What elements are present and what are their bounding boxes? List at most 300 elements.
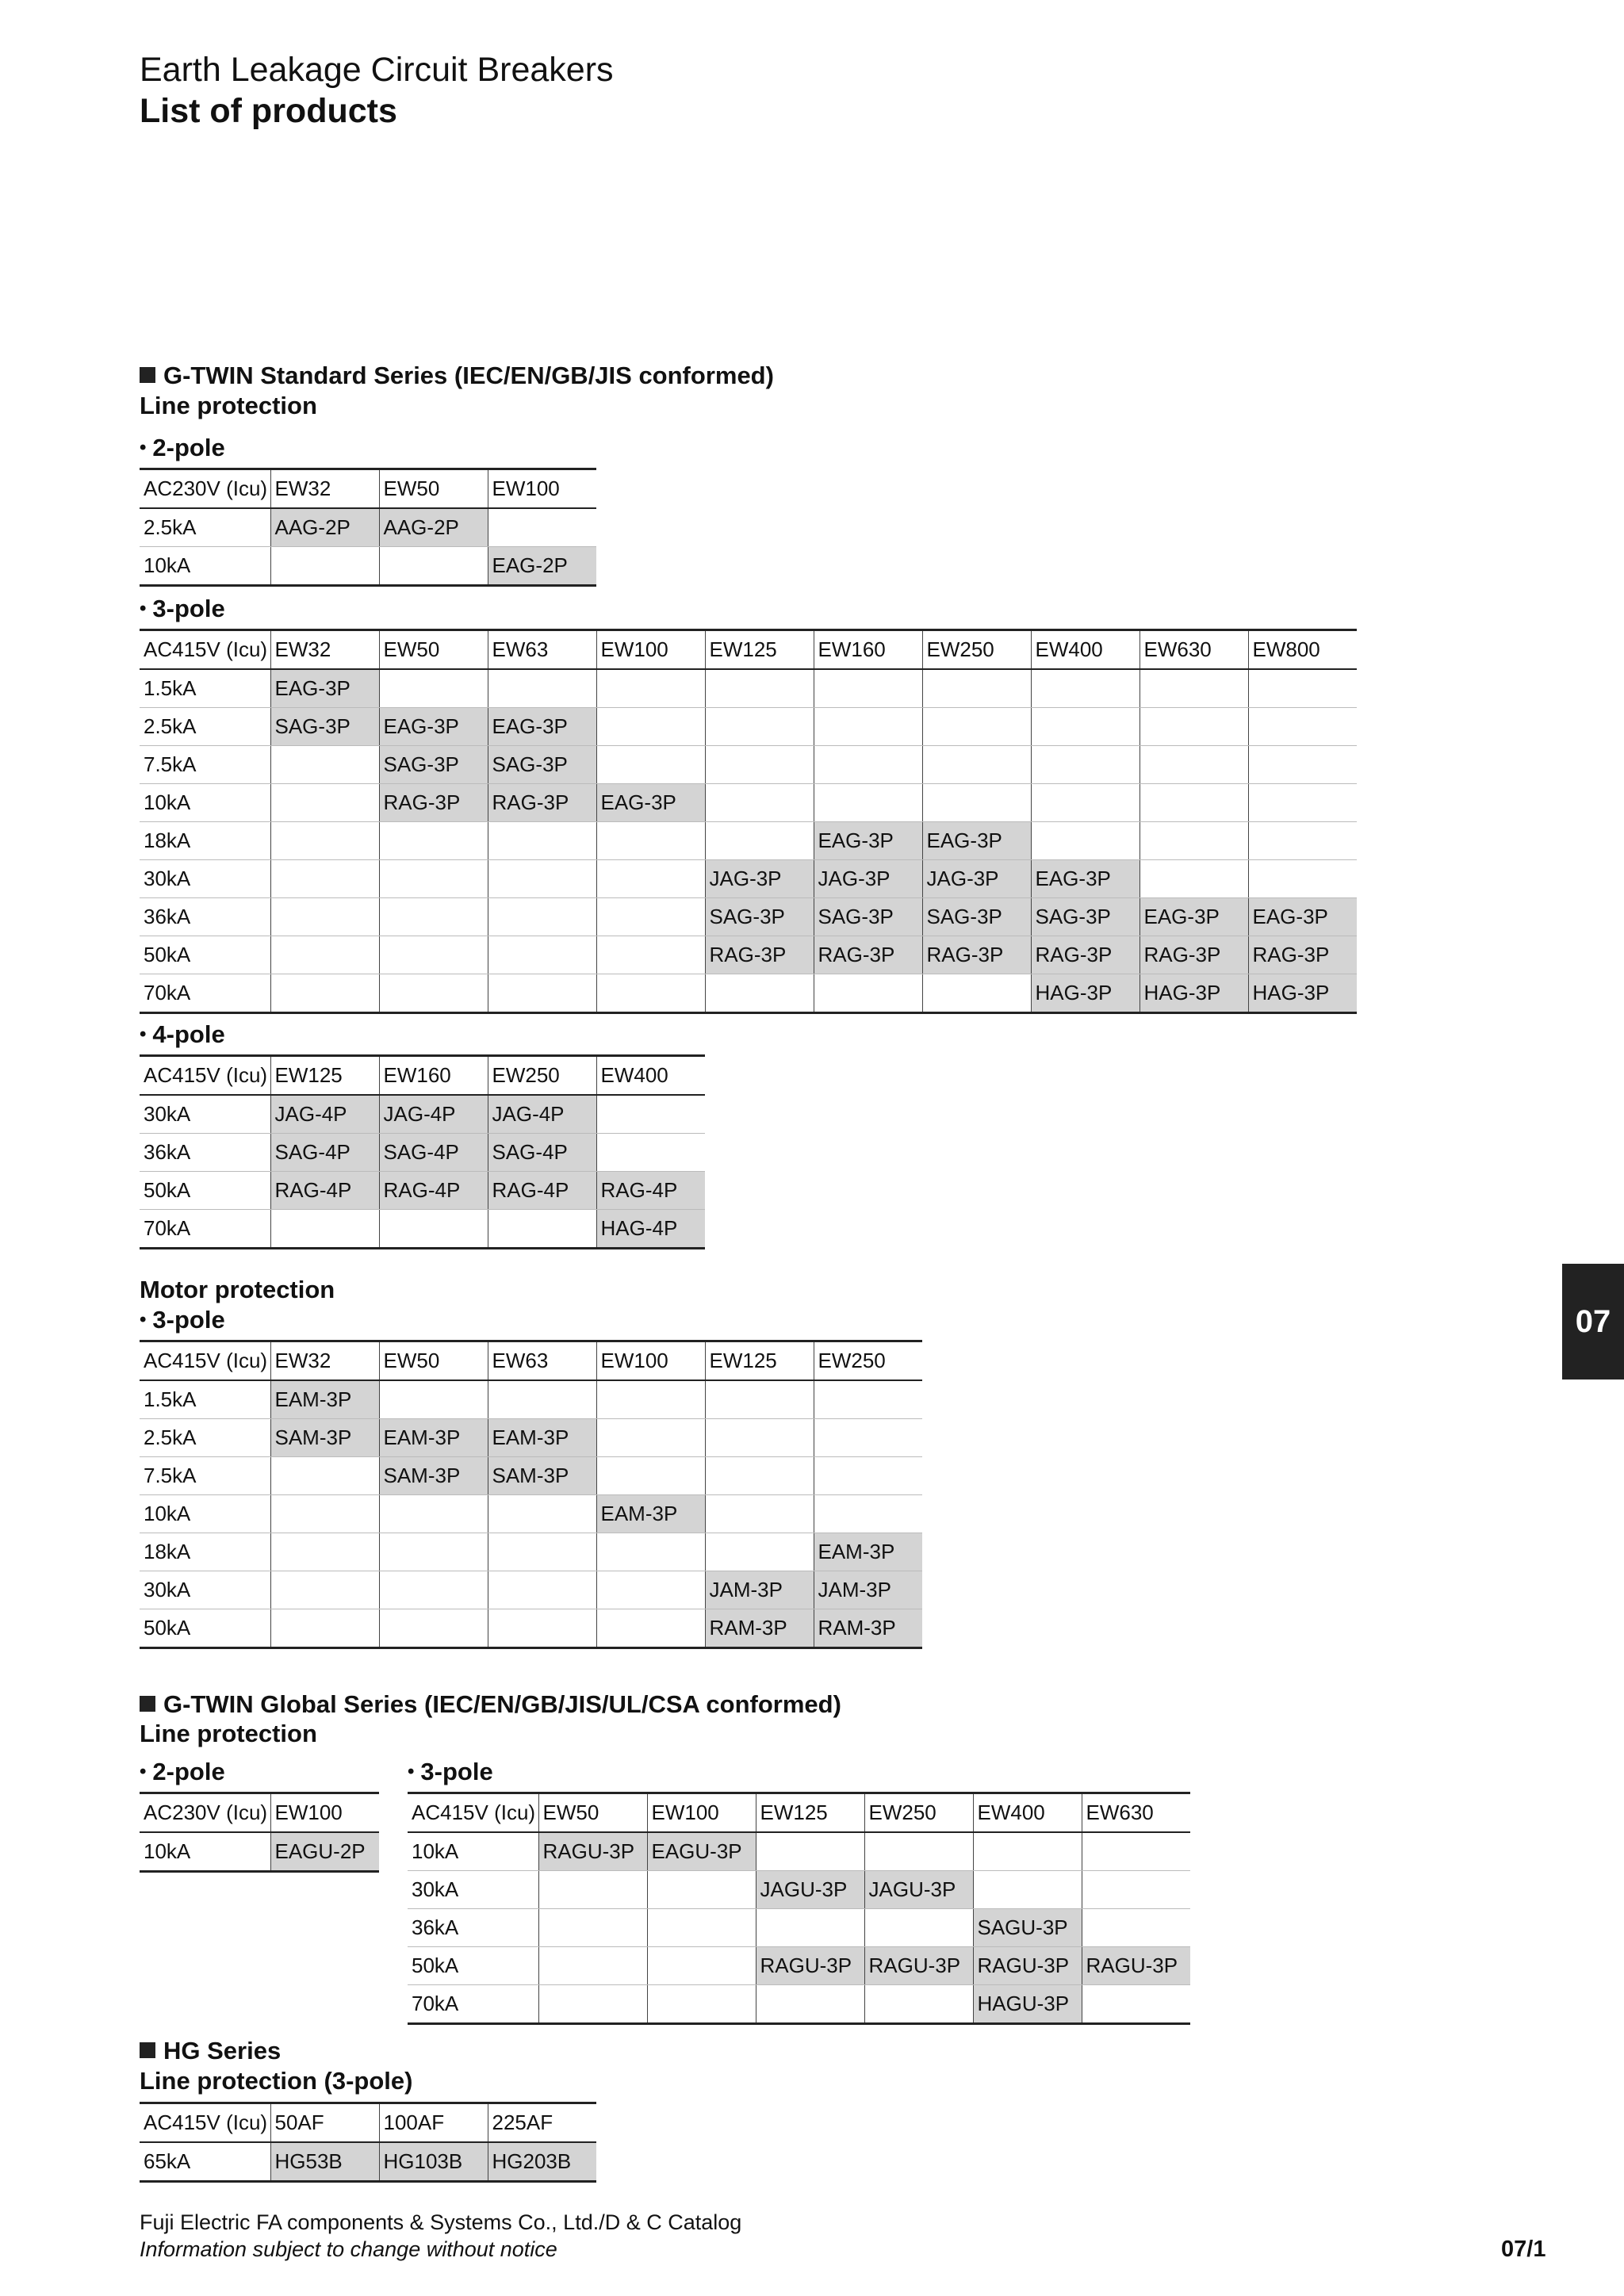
table-row — [140, 1457, 922, 1495]
table-cell: RAG-4P — [270, 1172, 379, 1210]
table-cell: EAG-3P — [596, 784, 705, 822]
table-header-cell: EW125 — [756, 1793, 864, 1833]
table-cell: AAG-2P — [270, 508, 379, 547]
table-header-cell: 50AF — [270, 2103, 379, 2143]
table-cell — [1139, 708, 1248, 746]
table-cell — [705, 669, 814, 708]
table-cell — [596, 1095, 705, 1134]
table-cell — [1139, 784, 1248, 822]
table-cell — [270, 860, 379, 898]
table-header-cell: EW100 — [596, 630, 705, 670]
global-series-heading: G-TWIN Global Series (IEC/EN/GB/JIS/UL/CSA conformed) — [140, 1689, 841, 1720]
table-header-cell: EW125 — [270, 1056, 379, 1096]
table-cell — [1248, 860, 1357, 898]
table-cell: JAG-4P — [270, 1095, 379, 1134]
table-cell: HG103B — [379, 2142, 488, 2182]
table-header-cell: 100AF — [379, 2103, 488, 2143]
table-row — [140, 1571, 922, 1609]
table-header-cell: EW50 — [538, 1793, 647, 1833]
table-cell: RAG-3P — [814, 936, 922, 974]
table-cell — [270, 1571, 379, 1609]
table-cell: SAG-3P — [814, 898, 922, 936]
table-row-label: 30kA — [140, 1095, 270, 1134]
table-header-cell: EW400 — [973, 1793, 1082, 1833]
table-row-label: 10kA — [144, 1839, 191, 1863]
table-cell: JAM-3P — [814, 1571, 922, 1609]
table-cell — [488, 974, 596, 1013]
table-cell — [379, 860, 488, 898]
table-cell: JAGU-3P — [756, 1871, 864, 1909]
table-cell — [705, 1457, 814, 1495]
table-cell — [814, 1380, 922, 1419]
table-cell: HAGU-3P — [973, 1985, 1082, 2024]
table-cell: HAG-4P — [596, 1210, 705, 1249]
table-row-label: 70kA — [412, 1992, 459, 2015]
table-cell: SAG-3P — [488, 746, 596, 784]
table-header-cell: EW250 — [864, 1793, 973, 1833]
table-row — [140, 974, 1357, 1013]
table-cell — [270, 974, 379, 1013]
square-bullet-icon — [140, 367, 155, 383]
table-cell: EAM-3P — [814, 1533, 922, 1571]
table-cell — [1082, 1985, 1190, 2024]
table-row — [140, 1609, 922, 1648]
table-cell — [538, 1985, 647, 2024]
table-header-cell: EW32 — [270, 1341, 379, 1381]
table-cell — [705, 1419, 814, 1457]
table-row — [140, 1172, 705, 1210]
table-cell — [596, 1380, 705, 1419]
table-cell: SAG-4P — [379, 1134, 488, 1172]
table-cell: RAM-3P — [705, 1609, 814, 1648]
table-header-row — [140, 2103, 596, 2143]
table-cell — [705, 708, 814, 746]
table-cell — [379, 936, 488, 974]
table-header-cell: EW400 — [1031, 630, 1139, 670]
table-cell: JAG-3P — [922, 860, 1031, 898]
standard-2pole-table — [140, 468, 596, 587]
chapter-tab: 07 — [1562, 1264, 1624, 1380]
table-row — [140, 669, 1357, 708]
table-cell — [922, 974, 1031, 1013]
table-cell — [596, 746, 705, 784]
table-cell: EAGU-2P — [270, 1832, 379, 1872]
global-3pole-table — [408, 1792, 1190, 2025]
table-cell — [756, 1985, 864, 2024]
table-row — [140, 822, 1357, 860]
table-header-row — [140, 1341, 922, 1381]
table-cell — [596, 1571, 705, 1609]
table-cell — [1248, 784, 1357, 822]
table-cell: EAG-3P — [922, 822, 1031, 860]
table-cell: RAG-3P — [1248, 936, 1357, 974]
table-cell: HG203B — [488, 2142, 596, 2182]
table-cell — [1139, 822, 1248, 860]
motor-protection-heading: Motor protection — [140, 1276, 335, 1303]
table-cell — [270, 822, 379, 860]
table-row-label: 7.5kA — [140, 1457, 270, 1495]
table-row — [140, 936, 1357, 974]
table-row — [140, 1210, 705, 1249]
table-cell — [596, 1419, 705, 1457]
table-row — [408, 1909, 1190, 1947]
table-cell — [488, 508, 596, 547]
motor-3pole-table — [140, 1340, 922, 1649]
square-bullet-icon — [140, 1696, 155, 1712]
standard-4pole-heading: • 4-pole — [140, 1020, 225, 1048]
table-cell: RAGU-3P — [538, 1832, 647, 1871]
table-cell — [647, 1947, 756, 1985]
table-header-cell: EW100 — [270, 1793, 379, 1833]
table-row — [408, 1985, 1190, 2024]
table-cell — [864, 1832, 973, 1871]
table-cell: RAG-4P — [379, 1172, 488, 1210]
table-cell: HG53B — [270, 2142, 379, 2182]
table-cell — [488, 936, 596, 974]
table-cell: SAM-3P — [488, 1457, 596, 1495]
table-header-cell: EW50 — [379, 1341, 488, 1381]
table-cell — [596, 974, 705, 1013]
page-title: Earth Leakage Circuit Breakers — [140, 51, 614, 89]
bullet-icon: • — [140, 1761, 147, 1782]
table-cell: EAM-3P — [270, 1380, 379, 1419]
table-row-label: 36kA — [408, 1909, 538, 1947]
table-row-label: 36kA — [140, 898, 270, 936]
table-cell — [647, 1909, 756, 1947]
table-cell — [596, 669, 705, 708]
table-cell — [379, 1495, 488, 1533]
global-2pole-heading: • 2-pole — [140, 1758, 225, 1785]
table-cell — [596, 1533, 705, 1571]
table-row-label: 2.5kA — [140, 508, 270, 547]
table-cell: RAG-3P — [922, 936, 1031, 974]
table-row — [408, 1947, 1190, 1985]
table-header-cell: EW100 — [647, 1793, 756, 1833]
table-row — [140, 547, 596, 586]
table-cell: AAG-2P — [379, 508, 488, 547]
bullet-icon: • — [408, 1761, 415, 1782]
table-cell: EAM-3P — [379, 1419, 488, 1457]
global-line-protection-heading: Line protection — [140, 1720, 317, 1747]
table-row-label: 10kA — [140, 1495, 270, 1533]
global-2pole-table — [140, 1792, 379, 1873]
hg-series-heading: HG Series — [140, 2036, 281, 2066]
table-cell: SAGU-3P — [973, 1909, 1082, 1947]
table-cell — [814, 1457, 922, 1495]
table-cell — [379, 1571, 488, 1609]
table-cell: RAG-3P — [1139, 936, 1248, 974]
table-row — [140, 1832, 379, 1872]
table-header-cell: EW400 — [596, 1056, 705, 1096]
table-row — [140, 1095, 705, 1134]
table-cell — [1031, 669, 1139, 708]
table-row-label: 10kA — [408, 1832, 538, 1871]
table-cell — [814, 1419, 922, 1457]
table-row — [140, 1419, 922, 1457]
table-cell: EAM-3P — [596, 1495, 705, 1533]
motor-3pole-heading: • 3-pole — [140, 1306, 225, 1334]
table-cell: EAG-3P — [1031, 860, 1139, 898]
table-row — [408, 1832, 1190, 1871]
table-row-label: 70kA — [144, 1216, 191, 1240]
table-cell: JAGU-3P — [864, 1871, 973, 1909]
table-cell — [488, 669, 596, 708]
table-cell — [1248, 822, 1357, 860]
table-cell — [488, 1380, 596, 1419]
table-cell — [596, 708, 705, 746]
table-cell — [1139, 860, 1248, 898]
table-cell: RAG-3P — [379, 784, 488, 822]
table-header-row — [140, 1056, 705, 1096]
table-header-cell: EW630 — [1139, 630, 1248, 670]
table-header-cell: EW630 — [1082, 1793, 1190, 1833]
table-row-label: 10kA — [144, 553, 191, 577]
standard-2pole-heading: • 2-pole — [140, 434, 225, 461]
table-header-cell: EW250 — [922, 630, 1031, 670]
hg-line-protection-heading: Line protection (3-pole) — [140, 2067, 413, 2095]
table-row-label: 50kA — [408, 1947, 538, 1985]
table-cell: SAG-4P — [488, 1134, 596, 1172]
table-row — [408, 1871, 1190, 1909]
table-cell — [705, 822, 814, 860]
table-cell: JAG-3P — [705, 860, 814, 898]
table-cell: SAM-3P — [379, 1457, 488, 1495]
table-header-cell: AC230V (Icu) — [140, 469, 270, 509]
table-cell — [1248, 669, 1357, 708]
table-cell — [488, 1609, 596, 1648]
table-row-label: 65kA — [144, 2149, 191, 2173]
table-cell — [973, 1871, 1082, 1909]
table-cell — [922, 746, 1031, 784]
table-row-label: 36kA — [140, 1134, 270, 1172]
table-row-label: 2.5kA — [140, 708, 270, 746]
footer-company: Fuji Electric FA components & Systems Co., Ltd./D & C Catalog — [140, 2210, 742, 2234]
table-cell — [379, 898, 488, 936]
table-cell: RAG-4P — [596, 1172, 705, 1210]
table-cell: RAG-4P — [488, 1172, 596, 1210]
table-cell — [814, 708, 922, 746]
table-row — [140, 784, 1357, 822]
table-cell — [538, 1947, 647, 1985]
table-header-cell: EW63 — [488, 630, 596, 670]
table-cell: RAG-3P — [488, 784, 596, 822]
table-cell — [596, 1134, 705, 1172]
table-cell — [270, 936, 379, 974]
table-cell: SAG-3P — [705, 898, 814, 936]
table-row — [140, 1380, 922, 1419]
table-cell: SAG-3P — [270, 708, 379, 746]
table-cell: JAM-3P — [705, 1571, 814, 1609]
table-cell — [379, 1609, 488, 1648]
table-row-label: 2.5kA — [140, 1419, 270, 1457]
table-cell: JAG-4P — [488, 1095, 596, 1134]
table-cell: RAG-3P — [1031, 936, 1139, 974]
table-cell: RAGU-3P — [756, 1947, 864, 1985]
square-bullet-icon — [140, 2042, 155, 2058]
table-row — [140, 2142, 596, 2182]
table-cell — [756, 1909, 864, 1947]
table-row-label: 30kA — [140, 860, 270, 898]
table-header-cell: AC415V (Icu) — [140, 630, 270, 670]
table-header-row — [140, 469, 596, 509]
table-cell: JAG-4P — [379, 1095, 488, 1134]
table-row-label: 10kA — [140, 784, 270, 822]
table-cell: HAG-3P — [1248, 974, 1357, 1013]
table-header-cell: EW63 — [488, 1341, 596, 1381]
bullet-icon: • — [140, 1309, 147, 1330]
table-cell — [814, 669, 922, 708]
standard-series-heading: G-TWIN Standard Series (IEC/EN/GB/JIS conformed) — [140, 361, 774, 391]
table-cell — [596, 1609, 705, 1648]
bullet-icon: • — [140, 598, 147, 619]
table-cell — [973, 1832, 1082, 1871]
table-cell — [922, 669, 1031, 708]
table-header-row — [140, 1793, 379, 1833]
standard-line-protection-heading: Line protection — [140, 392, 317, 419]
bullet-icon: • — [140, 437, 147, 458]
table-cell — [379, 1210, 488, 1249]
table-cell — [538, 1909, 647, 1947]
table-row-label: 50kA — [140, 936, 270, 974]
table-cell — [488, 822, 596, 860]
table-header-cell: EW32 — [270, 630, 379, 670]
table-header-row — [408, 1793, 1190, 1833]
table-cell — [596, 1457, 705, 1495]
table-cell: SAG-4P — [270, 1134, 379, 1172]
table-cell: RAM-3P — [814, 1609, 922, 1648]
table-cell: EAM-3P — [488, 1419, 596, 1457]
table-cell: SAG-3P — [379, 746, 488, 784]
table-cell — [379, 822, 488, 860]
table-cell — [1082, 1832, 1190, 1871]
table-cell — [488, 1495, 596, 1533]
table-cell — [647, 1871, 756, 1909]
table-row-label: 70kA — [144, 981, 191, 1004]
table-cell: JAG-3P — [814, 860, 922, 898]
table-cell — [705, 746, 814, 784]
table-cell: RAG-3P — [705, 936, 814, 974]
table-cell — [705, 974, 814, 1013]
table-cell — [488, 1533, 596, 1571]
table-cell — [814, 784, 922, 822]
table-cell: EAG-3P — [488, 708, 596, 746]
table-row — [140, 746, 1357, 784]
table-cell — [270, 1609, 379, 1648]
hg-table — [140, 2102, 596, 2183]
table-cell — [379, 547, 488, 586]
table-row-label: 30kA — [140, 1571, 270, 1609]
table-header-cell: EW250 — [814, 1341, 922, 1381]
table-header-cell: 225AF — [488, 2103, 596, 2143]
table-header-cell: EW50 — [379, 469, 488, 509]
table-cell — [379, 1533, 488, 1571]
table-row — [140, 508, 596, 547]
table-cell — [1031, 784, 1139, 822]
table-row-label: 50kA — [144, 1616, 191, 1640]
table-cell — [1248, 746, 1357, 784]
table-cell — [814, 1495, 922, 1533]
table-cell — [814, 746, 922, 784]
table-cell — [488, 860, 596, 898]
table-cell — [705, 1533, 814, 1571]
table-header-cell: AC415V (Icu) — [140, 2103, 270, 2143]
table-cell — [1082, 1871, 1190, 1909]
page-number: 07/1 — [1501, 2237, 1546, 2262]
table-row — [140, 1134, 705, 1172]
standard-3pole-heading: • 3-pole — [140, 595, 225, 622]
table-cell — [596, 822, 705, 860]
table-cell: EAG-3P — [379, 708, 488, 746]
standard-3pole-table — [140, 629, 1357, 1014]
table-cell — [270, 1210, 379, 1249]
table-row — [140, 708, 1357, 746]
table-cell — [705, 1380, 814, 1419]
table-cell — [864, 1909, 973, 1947]
table-cell — [1031, 822, 1139, 860]
table-cell: HAG-3P — [1139, 974, 1248, 1013]
table-header-cell: EW800 — [1248, 630, 1357, 670]
table-cell — [488, 1571, 596, 1609]
table-cell: EAG-3P — [1139, 898, 1248, 936]
table-cell — [270, 746, 379, 784]
table-header-cell: EW100 — [596, 1341, 705, 1381]
table-cell — [596, 860, 705, 898]
footer-notice: Information subject to change without notice — [140, 2237, 557, 2261]
table-cell: EAGU-3P — [647, 1832, 756, 1871]
table-cell: RAGU-3P — [973, 1947, 1082, 1985]
table-cell — [756, 1832, 864, 1871]
table-cell — [379, 1380, 488, 1419]
table-cell — [1082, 1909, 1190, 1947]
table-cell — [647, 1985, 756, 2024]
table-cell — [270, 1533, 379, 1571]
table-cell: SAM-3P — [270, 1419, 379, 1457]
table-cell — [538, 1871, 647, 1909]
table-cell — [379, 974, 488, 1013]
global-3pole-heading: • 3-pole — [408, 1758, 493, 1785]
table-cell — [705, 784, 814, 822]
table-header-cell: EW125 — [705, 1341, 814, 1381]
table-cell — [705, 1495, 814, 1533]
table-row-label: 50kA — [140, 1172, 270, 1210]
table-cell — [814, 974, 922, 1013]
table-cell — [922, 708, 1031, 746]
table-header-cell: AC230V (Icu) — [140, 1793, 270, 1833]
table-cell — [864, 1985, 973, 2024]
table-cell: EAG-2P — [488, 547, 596, 586]
table-cell — [270, 898, 379, 936]
table-row-label: 18kA — [140, 822, 270, 860]
table-cell — [1139, 746, 1248, 784]
table-row-label: 30kA — [408, 1871, 538, 1909]
table-header-row — [140, 630, 1357, 670]
table-cell — [270, 1457, 379, 1495]
table-cell — [1248, 708, 1357, 746]
table-header-cell: AC415V (Icu) — [140, 1341, 270, 1381]
table-cell: HAG-3P — [1031, 974, 1139, 1013]
table-header-cell: AC415V (Icu) — [408, 1793, 538, 1833]
table-cell — [270, 547, 379, 586]
standard-4pole-table — [140, 1054, 705, 1249]
table-cell — [596, 936, 705, 974]
table-cell: EAG-3P — [270, 669, 379, 708]
table-header-cell: EW125 — [705, 630, 814, 670]
table-cell — [270, 1495, 379, 1533]
table-row — [140, 860, 1357, 898]
table-cell: RAGU-3P — [1082, 1947, 1190, 1985]
table-cell — [379, 669, 488, 708]
table-row — [140, 1533, 922, 1571]
